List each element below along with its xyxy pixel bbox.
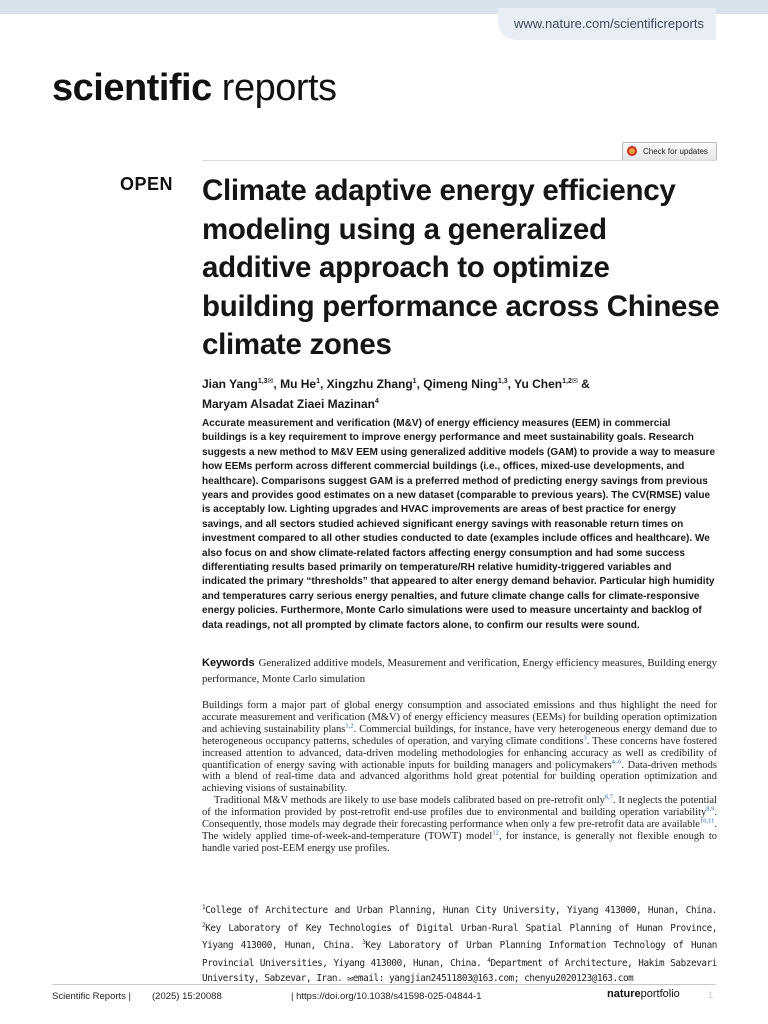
text-run: . The widely applied time-of-week-and-temperature (TOWT) model <box>202 819 717 842</box>
citation-marker[interactable]: 3 <box>583 734 587 742</box>
author-name[interactable]: Jian Yang <box>202 377 258 391</box>
abstract: Accurate measurement and verification (M&V) of energy efficiency measures (EEM) in commercial buildings is a key requirement to improve energy performance and meet sustainability goals. Research suggests a new method to M&V EEM using generalized additive models (GAM) to provide a way to measure how EEMs perform across different commercial buildings (i.e., offices, mixed-use developments, and healthcare). Comparisons suggest GAM is a preferred method of predicting energy savings from previous years and provides good estimates on a new dataset (comparable to previous years). The CV(RMSE) value is acceptably low. Lighting upgrades and HVAC improvements are areas of best practice for energy savings, and all sectors studied achieved significant energy savings with reasonable return times on investment compared to all other studies conducted to date (examples include offices and healthcare). We also focus on and show climate-related factors affecting energy consumption and had some success differentiating results based primarily on temperature/RH relative humidity-triggered variables and indicated the primary “thresholds” that appeared to alter energy demand behavior. Particular high humidity and temperatures carry serious energy penalties, and future climate change calls for climate-responsive energy policies. Furthermore, Monte Carlo simulations were used to measure uncertainty and backlog of data readings, not all prompted by climate factors alone, to confirm our results were sound. <box>202 418 716 631</box>
text-run: , for instance, is generally not flexible enough to handle varied post-EEM energy use profiles. <box>202 830 717 854</box>
author-affiliation-marker: 1,2✉ <box>562 378 578 385</box>
author-affiliation-marker: 1,3✉ <box>257 378 274 385</box>
paragraph-2 <box>202 795 717 855</box>
journal-logo-bold: scientific <box>52 67 212 109</box>
citation-marker[interactable]: 10,11 <box>699 817 715 825</box>
citation-marker: 2 <box>202 921 206 929</box>
publisher-logo <box>607 988 680 1000</box>
text-run: ✉email: yangjian24511803@163.com; chenyu2020123@163.com <box>347 972 634 984</box>
text-run: Key Laboratory of Urban Planning Information Technology of Hunan Provincial Universities, Yiyang 413000, Hunan, China. <box>202 940 717 970</box>
crossmark-icon <box>627 146 637 156</box>
keywords-text: Generalized additive models, Measurement and verification, Energy efficiency measures, Building energy performance, Monte Carlo simulation <box>202 657 717 685</box>
article-title: Climate adaptive energy efficiency modeling using a generalized additive approach to optimize building performance across Chinese climate zones <box>202 174 720 361</box>
text-run: . Commercial buildings, for instance, have very heterogeneous energy demand due to heterogeneous occupancy patterns, schedules of operation, and varying climate conditions <box>202 723 717 747</box>
author-name[interactable]: Maryam Alsadat Ziaei Mazinan <box>202 397 375 411</box>
body-text <box>202 700 717 855</box>
text-run: Key Laboratory of Key Technologies of Digital Urban-Rural Spatial Planning of Hunan Province, Yiyang 413000, Hunan, China. <box>202 922 717 952</box>
author-affiliation-marker: 1 <box>412 378 417 385</box>
text-run: Department of Architecture, Hakim Sabzevari University, Sabzevar, Iran. <box>202 958 717 984</box>
footer-volume: (2025) 15:20088 <box>152 991 222 1002</box>
author-list: Jian Yang$^{1,3✉}$, Mu He$^1$, Xingzhu Zhang$^1$, Qimeng Ning$^{1,3}$, Yu Chen$^{1,2✉}$ & Maryam Alsadat Ziaei Mazinan$^4$ <box>202 377 590 411</box>
citation-marker: 3 <box>362 939 366 947</box>
citation-marker[interactable]: 8,9 <box>706 805 715 813</box>
text-run: . Data-driven methods with a blend of real-time data and advanced algorithms hold great potential for building operation optimization and achieving visions of sustainability. <box>202 759 717 795</box>
publisher-logo-bold: nature <box>607 988 641 1000</box>
publisher-logo-light: portfolio <box>640 988 680 1000</box>
paragraph-1 <box>202 700 717 795</box>
author-name[interactable]: Yu Chen <box>514 377 563 391</box>
citation-marker[interactable]: 6,7 <box>604 793 613 801</box>
journal-logo-light: reports <box>211 67 337 109</box>
text-run: . Consequently, those models may degrade their forecasting performance when only a few pre-retrofit data are available <box>202 807 717 831</box>
journal-logo[interactable] <box>52 66 337 110</box>
text-run: Traditional M&V methods are likely to use base models calibrated based on pre-retrofit only <box>214 795 605 807</box>
text-run: Buildings form a major part of global energy consumption and associated emissions and thus highlight the need for accurate measurement and verification (M&V) of energy efficiency measures (EEMs) for building operation optimization and achieving sustainability plans <box>202 700 717 735</box>
keywords <box>202 656 717 687</box>
text-run: College of Architecture and Urban Planning, Hunan City University, Yiyang 413000, Hunan, China. <box>205 905 717 917</box>
footer-doi[interactable]: | https://doi.org/10.1038/s41598-025-04844-1 <box>291 991 482 1002</box>
citation-marker[interactable]: 1,2 <box>345 722 354 730</box>
page-number: 1 <box>708 990 714 1001</box>
check-updates-button[interactable] <box>622 142 717 161</box>
open-access-label: OPEN <box>120 174 174 194</box>
author-name[interactable]: Xingzhu Zhang <box>326 377 413 391</box>
check-updates-label: Check for updates <box>643 147 708 156</box>
footer-journal: Scientific Reports | <box>52 991 132 1002</box>
citation-marker: 1 <box>202 904 206 911</box>
citation-marker[interactable]: 12 <box>492 829 499 837</box>
footer-rule <box>52 984 716 985</box>
author-affiliation-marker: 1 <box>316 378 320 385</box>
keywords-label: Keywords <box>202 657 255 669</box>
text-run: . These concerns have fostered increased attention to advanced, data-driven modeling methodologies for enhancing accuracy as well as credibility of quantification of energy saving with actionable inputs for building managers and policymakers <box>202 735 717 771</box>
affiliations <box>202 901 717 986</box>
author-name[interactable]: Qimeng Ning <box>423 377 498 391</box>
journal-url[interactable]: www.nature.com/scientificreports <box>498 8 716 40</box>
citation-marker[interactable]: 4–6 <box>611 758 622 766</box>
citation-marker: 4 <box>487 957 491 965</box>
author-affiliation-marker: 4 <box>374 398 379 405</box>
text-run: . It neglects the potential of the information provided by post-retrofit end-use profiles due to environmental and building operation variability <box>202 795 717 819</box>
author-name[interactable]: Mu He <box>280 377 317 391</box>
header-rule <box>202 160 716 161</box>
author-affiliation-marker: 1,3 <box>497 378 508 385</box>
